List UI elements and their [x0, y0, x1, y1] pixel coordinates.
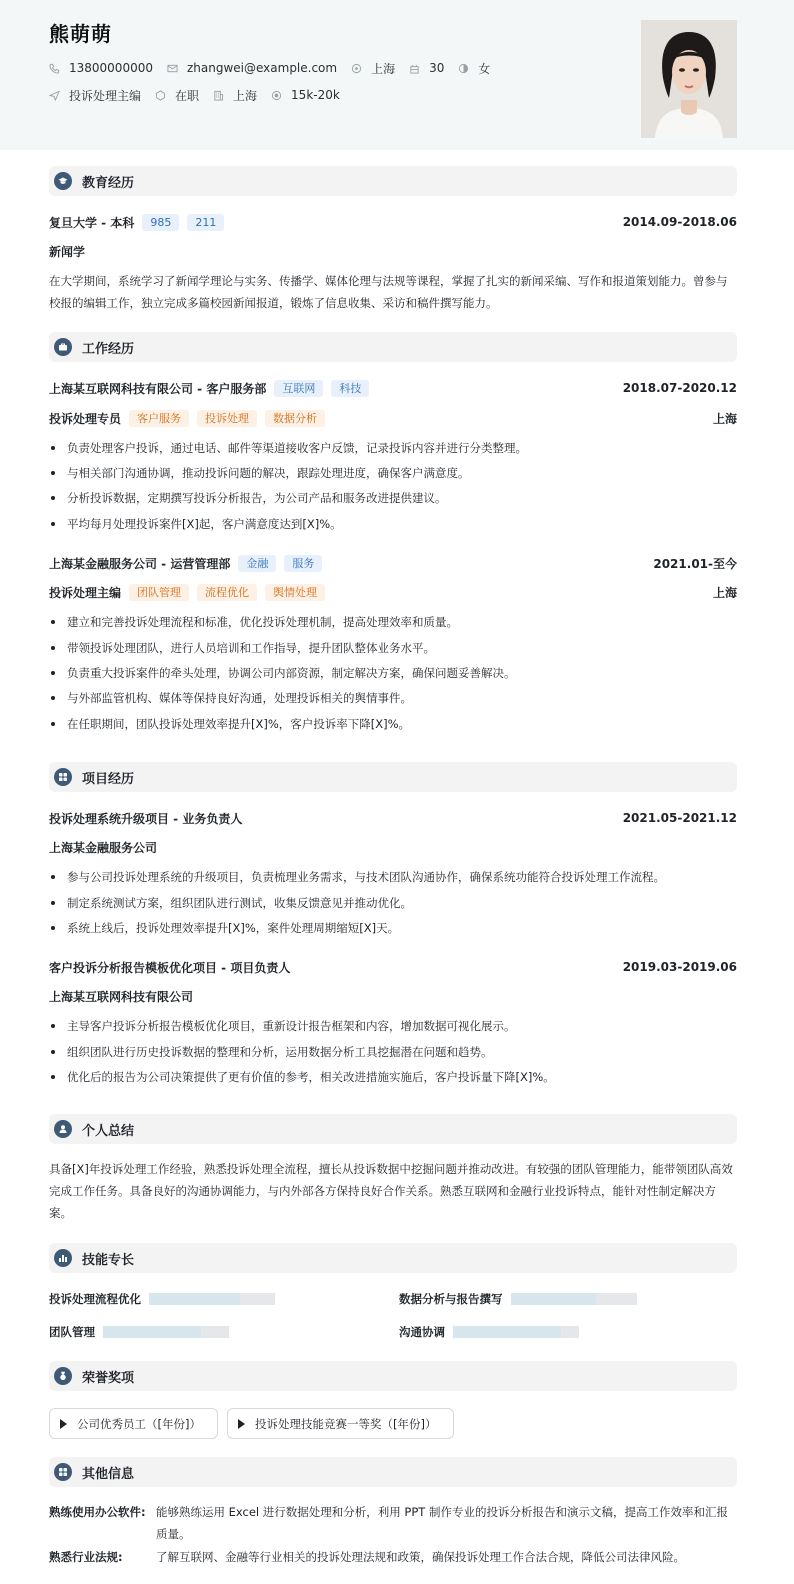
triangle-icon: [238, 1419, 245, 1429]
school-tag: 211: [187, 214, 224, 231]
skill-name: 数据分析与报告撰写: [399, 1292, 503, 1306]
education-description: 在大学期间，系统学习了新闻学理论与实务、传播学、媒体伦理与法规等课程，掌握了扎实的新闻采编、写作和报道策划能力。曾参与校报的编辑工作，独立完成多篇校园新闻报道，锻炼了信息收集、采访和稿件撰写能力。: [49, 274, 728, 310]
list-item: 主导客户投诉分析报告模板优化项目，重新设计报告框架和内容，增加数据可视化展示。: [49, 1016, 737, 1036]
status-icon: [155, 90, 166, 101]
info-grid-icon: [54, 1463, 72, 1481]
project-period: 2021.05-2021.12: [622, 811, 737, 825]
skill-item: [49, 1289, 275, 1309]
other-info-key: 熟练使用办公软件:: [49, 1505, 146, 1519]
profile-photo: [641, 20, 737, 138]
gender-icon: [458, 63, 469, 74]
job-company-row: [49, 553, 737, 573]
job-location: 上海: [712, 411, 737, 426]
skills-section-header: [49, 1243, 737, 1273]
skill-name: 投诉处理流程优化: [49, 1292, 141, 1306]
gender-text: 女: [478, 61, 491, 76]
project-title-row: [49, 957, 737, 977]
section-title: 工作经历: [82, 341, 135, 357]
city-text: 上海: [371, 61, 396, 76]
list-item: 负责处理客户投诉，通过电话、邮件等渠道接收客户反馈，记录投诉内容并进行分类整理。: [49, 438, 737, 458]
skill-name: 团队管理: [49, 1325, 95, 1339]
skill-item: [399, 1289, 637, 1309]
company-tag: 互联网: [274, 380, 323, 397]
other-section-header: [49, 1457, 737, 1487]
company-name: 上海某金融服务公司 - 运营管理部: [49, 556, 231, 571]
building-icon: [213, 90, 224, 101]
company-tag: 服务: [284, 555, 322, 572]
school-tag: 985: [142, 214, 179, 231]
award-item: [49, 1408, 218, 1439]
company-tag: 科技: [331, 380, 369, 397]
skill-level-fill: [149, 1293, 240, 1305]
list-item: 平均每月处理投诉案件[X]起，客户满意度达到[X]%。: [49, 514, 737, 534]
bar-chart-icon: [54, 1249, 72, 1267]
phone-icon: [49, 63, 60, 74]
job-role: 投诉处理主编: [49, 585, 122, 600]
section-title: 技能专长: [82, 1252, 135, 1268]
education-major: 新闻学: [49, 244, 86, 259]
grid-icon: [54, 768, 72, 786]
project-name: 客户投诉分析报告模板优化项目 - 项目负责人: [49, 960, 291, 975]
section-title: 项目经历: [82, 771, 135, 787]
education-section-header: [49, 166, 737, 196]
contact-row: [49, 59, 490, 77]
expected-city-text: 上海: [233, 88, 258, 103]
send-icon: [49, 90, 60, 101]
award-item: [227, 1408, 454, 1439]
project-org: 上海某金融服务公司: [49, 840, 158, 855]
skill-item: [399, 1322, 579, 1342]
section-title: 荣誉奖项: [82, 1370, 135, 1386]
location-icon: [351, 63, 362, 74]
award-text: 投诉处理技能竞赛一等奖（[年份]）: [255, 1416, 437, 1431]
salary-icon: [271, 90, 282, 101]
list-item: 参与公司投诉处理系统的升级项目，负责梳理业务需求，与技术团队沟通协作，确保系统功能符合投诉处理工作流程。: [49, 867, 737, 887]
list-item: 建立和完善投诉处理流程和标准，优化投诉处理机制，提高处理效率和质量。: [49, 612, 737, 632]
skill-level-fill: [511, 1293, 597, 1305]
list-item: 制定系统测试方案，组织团队进行测试，收集反馈意见并推动优化。: [49, 893, 737, 913]
role-tag: 数据分析: [265, 410, 325, 427]
status-text: 在职: [175, 88, 200, 103]
list-item: 与相关部门沟通协调，推动投诉问题的解决，跟踪处理进度，确保客户满意度。: [49, 463, 737, 483]
skill-level-fill: [453, 1326, 561, 1338]
job-company-row: [49, 378, 737, 398]
section-title: 个人总结: [82, 1123, 135, 1139]
job-location: 上海: [712, 585, 737, 600]
age-icon: [409, 63, 420, 74]
work-section-header: [49, 332, 737, 362]
projects-section-header: [49, 762, 737, 792]
project-org: 上海某互联网科技有限公司: [49, 989, 194, 1004]
role-tag: 客户服务: [129, 410, 189, 427]
other-info-item: [49, 1546, 737, 1568]
age-text: 30: [429, 61, 445, 75]
summary-section-header: [49, 1114, 737, 1144]
section-title: 教育经历: [82, 175, 135, 191]
skill-level-bar: [453, 1326, 579, 1338]
job-role-row: [49, 408, 737, 428]
role-tag: 流程优化: [197, 584, 257, 601]
job-role: 投诉处理专员: [49, 411, 122, 426]
list-item: 系统上线后，投诉处理效率提升[X]%，案件处理周期缩短[X]天。: [49, 918, 737, 938]
list-item: 优化后的报告为公司决策提供了更有价值的参考，相关改进措施实施后，客户投诉量下降[X]%。: [49, 1067, 737, 1087]
other-info-key: 熟悉行业法规:: [49, 1550, 123, 1564]
company-tag: 金融: [238, 555, 276, 572]
graduation-cap-icon: [54, 172, 72, 190]
list-item: 在任职期间，团队投诉处理效率提升[X]%，客户投诉率下降[X]%。: [49, 714, 737, 734]
list-item: 带领投诉处理团队，进行人员培训和工作指导，提升团队整体业务水平。: [49, 638, 737, 658]
role-tag: 舆情处理: [265, 584, 325, 601]
job-target-text: 投诉处理主编: [69, 88, 142, 103]
job-period: 2018.07-2020.12: [622, 381, 737, 395]
job-role-row: [49, 582, 737, 602]
candidate-name: 熊萌萌: [49, 22, 112, 46]
medal-icon: [54, 1367, 72, 1385]
skill-level-bar: [511, 1293, 637, 1305]
list-item: 与外部监管机构、媒体等保持良好沟通，处理投诉相关的舆情事件。: [49, 688, 737, 708]
user-icon: [54, 1120, 72, 1138]
other-info-value: 能够熟练运用 Excel 进行数据处理和分析，利用 PPT 制作专业的投诉分析报告和演示文稿，提高工作效率和汇报质量。: [156, 1505, 728, 1541]
skill-name: 沟通协调: [399, 1325, 445, 1339]
school-name: 复旦大学 - 本科: [49, 215, 135, 230]
award-text: 公司优秀员工（[年份]）: [77, 1416, 201, 1431]
role-tag: 投诉处理: [197, 410, 257, 427]
intent-row: [49, 86, 340, 104]
phone-text: 13800000000: [69, 61, 153, 75]
skill-level-fill: [103, 1326, 201, 1338]
email-text: zhangwei@example.com: [186, 61, 338, 75]
other-info-item: [49, 1501, 737, 1545]
project-period: 2019.03-2019.06: [622, 960, 737, 974]
job-period: 2021.01-至今: [653, 556, 737, 571]
summary-text: 具备[X]年投诉处理工作经验，熟悉投诉处理全流程，擅长从投诉数据中挖掘问题并推动改进。有较强的团队管理能力，能带领团队高效完成工作任务。具备良好的沟通协调能力，与内外部各方保持良好合作关系。熟悉互联网和金融行业投诉特点，能针对性制定解决方案。: [49, 1162, 733, 1220]
education-school-row: [49, 212, 737, 232]
project-title-row: [49, 808, 737, 828]
company-name: 上海某互联网科技有限公司 - 客户服务部: [49, 381, 267, 396]
briefcase-icon: [54, 338, 72, 356]
section-title: 其他信息: [82, 1466, 135, 1482]
education-period: 2014.09-2018.06: [622, 215, 737, 229]
list-item: 负责重大投诉案件的牵头处理，协调公司内部资源，制定解决方案，确保问题妥善解决。: [49, 663, 737, 683]
other-info-value: 了解互联网、金融等行业相关的投诉处理法规和政策，确保投诉处理工作合法合规，降低公司法律风险。: [156, 1550, 685, 1564]
salary-text: 15k-20k: [291, 88, 340, 102]
skill-item: [49, 1322, 229, 1342]
mail-icon: [167, 63, 178, 74]
skill-level-bar: [103, 1326, 229, 1338]
list-item: 分析投诉数据，定期撰写投诉分析报告，为公司产品和服务改进提供建议。: [49, 488, 737, 508]
triangle-icon: [60, 1419, 67, 1429]
list-item: 组织团队进行历史投诉数据的整理和分析，运用数据分析工具挖掘潜在问题和趋势。: [49, 1042, 737, 1062]
role-tag: 团队管理: [129, 584, 189, 601]
project-name: 投诉处理系统升级项目 - 业务负责人: [49, 811, 243, 826]
awards-section-header: [49, 1361, 737, 1391]
skill-level-bar: [149, 1293, 275, 1305]
